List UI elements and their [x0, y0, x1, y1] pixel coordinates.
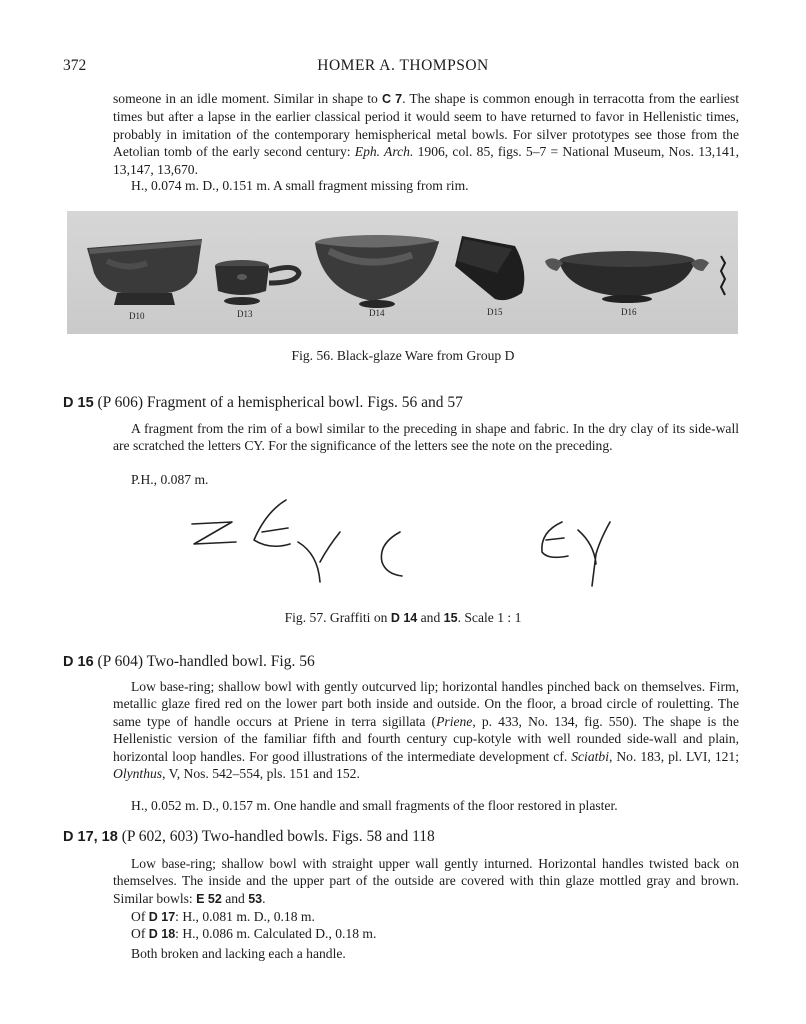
d16-ref-olynthus: Olynthus — [113, 766, 163, 782]
label-d15: D15 — [487, 307, 503, 317]
figure-57-graffiti — [180, 492, 640, 597]
intro-dimensions: H., 0.074 m. D., 0.151 m. A small fragment missing from rim. — [131, 178, 469, 193]
d16-number: D 16 — [63, 654, 94, 670]
d17-of-pre: Of — [131, 909, 149, 924]
intro-paragraph — [113, 90, 739, 178]
d17-title: (P 602, 603) Two-handled bowls. Figs. 58 and 118 — [121, 828, 435, 845]
ref-eph-arch: Eph. Arch. — [354, 144, 414, 160]
d15-number: D 15 — [63, 395, 94, 411]
fig57-caption-mid: and — [417, 610, 444, 625]
d16-paragraph — [113, 678, 739, 782]
d17-ref-53: 53 — [248, 891, 263, 906]
label-d10: D10 — [129, 311, 145, 321]
figure-56-caption: Fig. 56. Black-glaze Ware from Group D — [291, 348, 515, 363]
d16-heading — [63, 652, 315, 672]
d16-ref-sciatbi: Sciatbi — [571, 748, 609, 764]
d17-ref: D 17 — [148, 910, 176, 924]
d15-text: A fragment from the rim of a bowl similar to the preceding in shape and fabric. In the dry clay of its side-wall are scratched the letters ϹY. For the significance of the letters see the note on the preceding. — [113, 421, 739, 454]
d16-dimensions: H., 0.052 m. D., 0.157 m. One handle and small fragments of the floor restored in plaster. — [131, 798, 618, 813]
d18-of-pre: Of — [131, 926, 149, 941]
d16-text-4: , V, Nos. 542–554, pls. 151 and 152. — [162, 766, 360, 782]
figure-56-photo — [67, 211, 738, 334]
label-d13: D13 — [237, 309, 253, 319]
d17-ref-e52: E 52 — [196, 891, 222, 906]
vessels-image — [67, 211, 738, 334]
d17-text-end: . — [262, 890, 266, 906]
d17-heading — [63, 827, 435, 847]
label-d14: D14 — [369, 308, 385, 318]
running-title: HOMER A. THOMPSON — [317, 57, 489, 74]
page-number: 372 — [63, 57, 87, 74]
graffito-epsilon — [254, 500, 290, 546]
graffito-y-2 — [578, 522, 610, 586]
graffito-z — [192, 522, 236, 544]
d16-ref-priene: Priene — [436, 713, 473, 729]
fig57-caption-post: . Scale 1 : 1 — [457, 610, 522, 625]
d18-dimensions — [131, 925, 376, 943]
d16-text-3: , No. 183, pl. LVI, 121; — [608, 748, 739, 764]
d15-heading — [63, 393, 463, 413]
d17-closing-note: Both broken and lacking each a handle. — [131, 946, 346, 961]
d16-text-1: Low base-ring; shallow bowl with gently outcurved lip; horizontal handles pinched back on themselves. Firm, metallic glaze fired red on the lower part both inside and outside. On the floor, a broad circle of rouletting. The same type of handle occurs at Priene in terra sigillata ( — [113, 679, 739, 729]
label-d16: D16 — [621, 307, 637, 317]
d15-title: (P 606) Fragment of a hemispherical bowl. Figs. 56 and 57 — [97, 394, 463, 411]
graffito-y — [298, 532, 340, 582]
graffito-epsilon-2 — [542, 522, 568, 557]
d17-text-1: Low base-ring; shallow bowl with straight upper wall gently inturned. Horizontal handles twisted back on themselves. The inside and the upper part of the outside are covered with thin glaze mottled gray and brown. Similar bowls: — [113, 856, 739, 906]
fig57-ref-d14: D 14 — [390, 611, 418, 625]
d15-paragraph — [113, 420, 739, 455]
intro-text-2: . The shape is common enough in terracotta from the earliest times but after a lapse in the earlier classical period it would seem to have returned to favor in Hellenistic times, probably in imitation of the contemporary hemispherical metal bowls. For silver prototypes see those from the Aetolian tomb of the early second century: — [113, 91, 739, 160]
d16-title: (P 604) Two-handled bowl. Fig. 56 — [97, 653, 315, 670]
d18-of-post: : H., 0.086 m. Calculated D., 0.18 m. — [175, 926, 377, 941]
ref-c7: C 7 — [381, 92, 403, 106]
d17-of-post: : H., 0.081 m. D., 0.18 m. — [175, 909, 315, 924]
d17-dimensions — [131, 908, 315, 926]
d16-text-2: , p. 433, No. 134, fig. 550). The shape is the Hellenistic version of the familiar fifth and fourth century cup-kotyle with well rounded side-wall and plain, horizontal loop handles. For good illustrations of the intermediate development cf. — [113, 713, 739, 764]
graffito-c — [381, 532, 402, 576]
intro-text-3: 1906, col. 85, figs. 5–7 = National Museum, Nos. 13,141, 13,147, 13,670. — [113, 144, 739, 177]
d17-paragraph — [113, 855, 739, 908]
d18-ref: D 18 — [148, 927, 176, 941]
d15-dimensions: P.H., 0.087 m. — [131, 472, 209, 487]
fig57-ref-15: 15 — [443, 611, 458, 625]
fig57-caption-pre: Fig. 57. Graffiti on — [284, 610, 391, 625]
intro-text-1: someone in an idle moment. Similar in shape to — [113, 91, 382, 106]
d17-text-and: and — [221, 890, 249, 906]
figure-57-caption — [0, 609, 806, 627]
d17-number: D 17, 18 — [63, 829, 118, 845]
